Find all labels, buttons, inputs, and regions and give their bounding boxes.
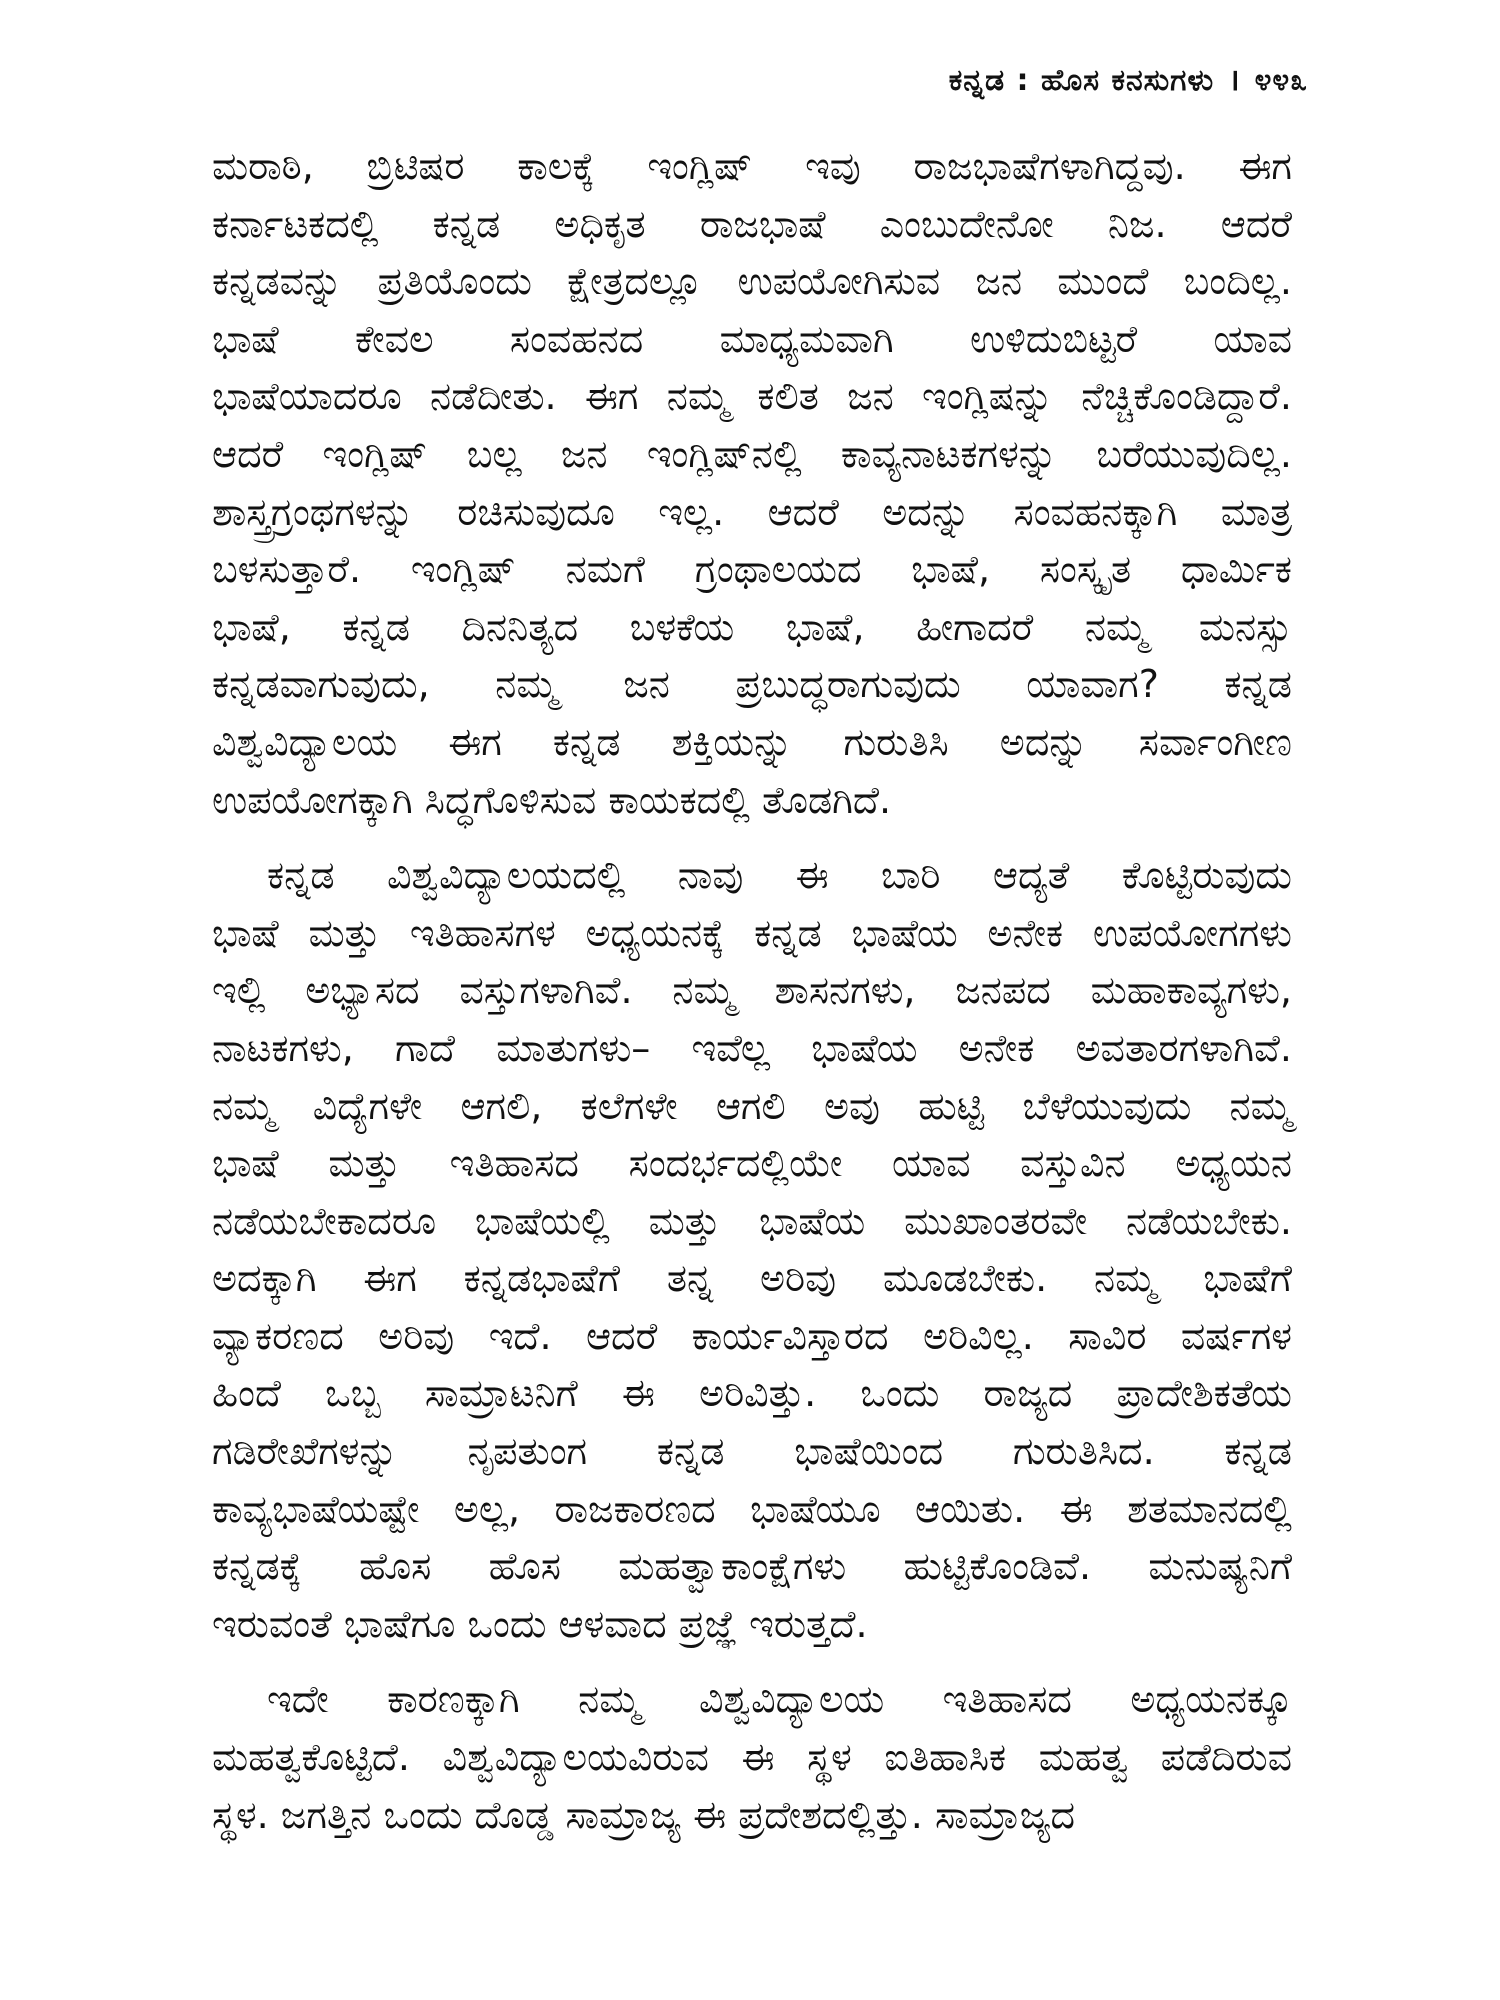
text-line: ಕರ್ನಾಟಕದಲ್ಲಿ ಕನ್ನಡ ಅಧಿಕೃತ ರಾಜಭಾಷೆ ಎಂಬುದೇನೋ ನಿಜ. ಆದರೆ <box>212 201 1292 246</box>
text-line: ಕನ್ನಡವನ್ನು ಪ್ರತಿಯೊಂದು ಕ್ಷೇತ್ರದಲ್ಲೂ ಉಪಯೋಗಿಸುವ ಜನ ಮುಂದೆ ಬಂದಿಲ್ಲ. <box>212 259 1292 304</box>
body-text <box>212 138 1292 1862</box>
text-line: ಕನ್ನಡಕ್ಕೆ ಹೊಸ ಹೊಸ ಮಹತ್ವಾಕಾಂಕ್ಷೆಗಳು ಹುಟ್ಟಿಕೊಂಡಿವೆ. ಮನುಷ್ಯನಿಗೆ <box>212 1544 1292 1589</box>
text-line: ಗಡಿರೇಖೆಗಳನ್ನು ನೃಪತುಂಗ ಕನ್ನಡ ಭಾಷೆಯಿಂದ ಗುರುತಿಸಿದ. ಕನ್ನಡ <box>212 1429 1292 1474</box>
text-line: ವ್ಯಾಕರಣದ ಅರಿವು ಇದೆ. ಆದರೆ ಕಾರ್ಯವಿಸ್ತಾರದ ಅರಿವಿಲ್ಲ. ಸಾವಿರ ವರ್ಷಗಳ <box>212 1313 1292 1358</box>
paragraph-1 <box>212 138 1292 829</box>
text-line: ಸ್ಥಳ. ಜಗತ್ತಿನ ಒಂದು ದೊಡ್ಡ ಸಾಮ್ರಾಜ್ಯ ಈ ಪ್ರದೇಶದಲ್ಲಿತ್ತು. ಸಾಮ್ರಾಜ್ಯದ <box>212 1792 1076 1837</box>
text-line: ಭಾಷೆ, ಕನ್ನಡ ದಿನನಿತ್ಯದ ಬಳಕೆಯ ಭಾಷೆ, ಹೀಗಾದರೆ ನಮ್ಮ ಮನಸ್ಸು <box>212 604 1292 649</box>
page-number: ೪೪೩ <box>1254 63 1308 98</box>
text-line: ಕನ್ನಡವಾಗುವುದು, ನಮ್ಮ ಜನ ಪ್ರಬುದ್ಧರಾಗುವುದು ಯಾವಾಗ? ಕನ್ನಡ <box>212 662 1292 707</box>
text-line: ಅದಕ್ಕಾಗಿ ಈಗ ಕನ್ನಡಭಾಷೆಗೆ ತನ್ನ ಅರಿವು ಮೂಡಬೇಕು. ನಮ್ಮ ಭಾಷೆಗೆ <box>212 1256 1292 1301</box>
text-line: ಭಾಷೆ ಮತ್ತು ಇತಿಹಾಸದ ಸಂದರ್ಭದಲ್ಲಿಯೇ ಯಾವ ವಸ್ತುವಿನ ಅಧ್ಯಯನ <box>212 1141 1292 1186</box>
header-separator: । <box>1228 63 1241 98</box>
text-line: ಇರುವಂತೆ ಭಾಷೆಗೂ ಒಂದು ಆಳವಾದ ಪ್ರಜ್ಞೆ ಇರುತ್ತದೆ. <box>212 1601 868 1646</box>
text-line: ಉಪಯೋಗಕ್ಕಾಗಿ ಸಿದ್ಧಗೊಳಿಸುವ ಕಾಯಕದಲ್ಲಿ ತೊಡಗಿದೆ. <box>212 777 892 822</box>
text-line: ಕನ್ನಡ ವಿಶ್ವವಿದ್ಯಾಲಯದಲ್ಲಿ ನಾವು ಈ ಬಾರಿ ಆದ್ಯತೆ ಕೊಟ್ಟಿರುವುದು <box>267 853 1292 898</box>
text-line: ಭಾಷೆಯಾದರೂ ನಡೆದೀತು. ಈಗ ನಮ್ಮ ಕಲಿತ ಜನ ಇಂಗ್ಲಿಷನ್ನು ನೆಚ್ಚಿಕೊಂಡಿದ್ದಾರೆ. <box>212 374 1292 419</box>
text-line: ಬಳಸುತ್ತಾರೆ. ಇಂಗ್ಲಿಷ್ ನಮಗೆ ಗ್ರಂಥಾಲಯದ ಭಾಷೆ, ಸಂಸ್ಕೃತ ಧಾರ್ಮಿಕ <box>212 547 1292 592</box>
text-line: ಭಾಷೆ ಕೇವಲ ಸಂವಹನದ ಮಾಧ್ಯಮವಾಗಿ ಉಳಿದುಬಿಟ್ಟರೆ ಯಾವ <box>212 316 1292 361</box>
paragraph-2 <box>212 847 1292 1653</box>
text-line: ಕಾವ್ಯಭಾಷೆಯಷ್ಟೇ ಅಲ್ಲ, ರಾಜಕಾರಣದ ಭಾಷೆಯೂ ಆಯಿತು. ಈ ಶತಮಾನದಲ್ಲಿ <box>212 1486 1292 1531</box>
text-line: ನಡೆಯಬೇಕಾದರೂ ಭಾಷೆಯಲ್ಲಿ ಮತ್ತು ಭಾಷೆಯ ಮುಖಾಂತರವೇ ನಡೆಯಬೇಕು. <box>212 1198 1292 1243</box>
text-line: ಮರಾಠಿ, ಬ್ರಿಟಿಷರ ಕಾಲಕ್ಕೆ ಇಂಗ್ಲಿಷ್ ಇವು ರಾಜಭಾಷೆಗಳಾಗಿದ್ದವು. ಈಗ <box>212 144 1292 188</box>
running-header <box>949 58 1308 99</box>
paragraph-3 <box>212 1671 1292 1844</box>
text-line: ಮಹತ್ವಕೊಟ್ಟಿದೆ. ವಿಶ್ವವಿದ್ಯಾಲಯವಿರುವ ಈ ಸ್ಥಳ ಐತಿಹಾಸಿಕ ಮಹತ್ವ ಪಡೆದಿರುವ <box>212 1735 1292 1780</box>
text-line: ಇಲ್ಲಿ ಅಭ್ಯಾಸದ ವಸ್ತುಗಳಾಗಿವೆ. ನಮ್ಮ ಶಾಸನಗಳು, ಜನಪದ ಮಹಾಕಾವ್ಯಗಳು, <box>212 968 1292 1013</box>
text-line: ಭಾಷೆ ಮತ್ತು ಇತಿಹಾಸಗಳ ಅಧ್ಯಯನಕ್ಕೆ ಕನ್ನಡ ಭಾಷೆಯ ಅನೇಕ ಉಪಯೋಗಗಳು <box>212 910 1292 955</box>
header-title: ಕನ್ನಡ : ಹೊಸ ಕನಸುಗಳು <box>948 63 1215 98</box>
text-line: ಹಿಂದೆ ಒಬ್ಬ ಸಾಮ್ರಾಟನಿಗೆ ಈ ಅರಿವಿತ್ತು. ಒಂದು ರಾಜ್ಯದ ಪ್ರಾದೇಶಿಕತೆಯ <box>212 1371 1292 1416</box>
text-line: ವಿಶ್ವವಿದ್ಯಾಲಯ ಈಗ ಕನ್ನಡ ಶಕ್ತಿಯನ್ನು ಗುರುತಿಸಿ ಅದನ್ನು ಸರ್ವಾಂಗೀಣ <box>212 719 1292 764</box>
text-line: ಇದೇ ಕಾರಣಕ್ಕಾಗಿ ನಮ್ಮ ವಿಶ್ವವಿದ್ಯಾಲಯ ಇತಿಹಾಸದ ಅಧ್ಯಯನಕ್ಕೂ <box>267 1677 1292 1722</box>
text-line: ಶಾಸ್ತ್ರಗ್ರಂಥಗಳನ್ನು ರಚಿಸುವುದೂ ಇಲ್ಲ. ಆದರೆ ಅದನ್ನು ಸಂವಹನಕ್ಕಾಗಿ ಮಾತ್ರ <box>212 489 1292 534</box>
text-line: ನಾಟಕಗಳು, ಗಾದೆ ಮಾತುಗಳು– ಇವೆಲ್ಲ ಭಾಷೆಯ ಅನೇಕ ಅವತಾರಗಳಾಗಿವೆ. <box>212 1025 1292 1070</box>
text-line: ಆದರೆ ಇಂಗ್ಲಿಷ್ ಬಲ್ಲ ಜನ ಇಂಗ್ಲಿಷ್‌ನಲ್ಲಿ ಕಾವ್ಯನಾಟಕಗಳನ್ನು ಬರೆಯುವುದಿಲ್ಲ. <box>212 431 1292 476</box>
text-line: ನಮ್ಮ ವಿದ್ಯೆಗಳೇ ಆಗಲಿ, ಕಲೆಗಳೇ ಆಗಲಿ ಅವು ಹುಟ್ಟಿ ಬೆಳೆಯುವುದು ನಮ್ಮ <box>212 1083 1292 1128</box>
